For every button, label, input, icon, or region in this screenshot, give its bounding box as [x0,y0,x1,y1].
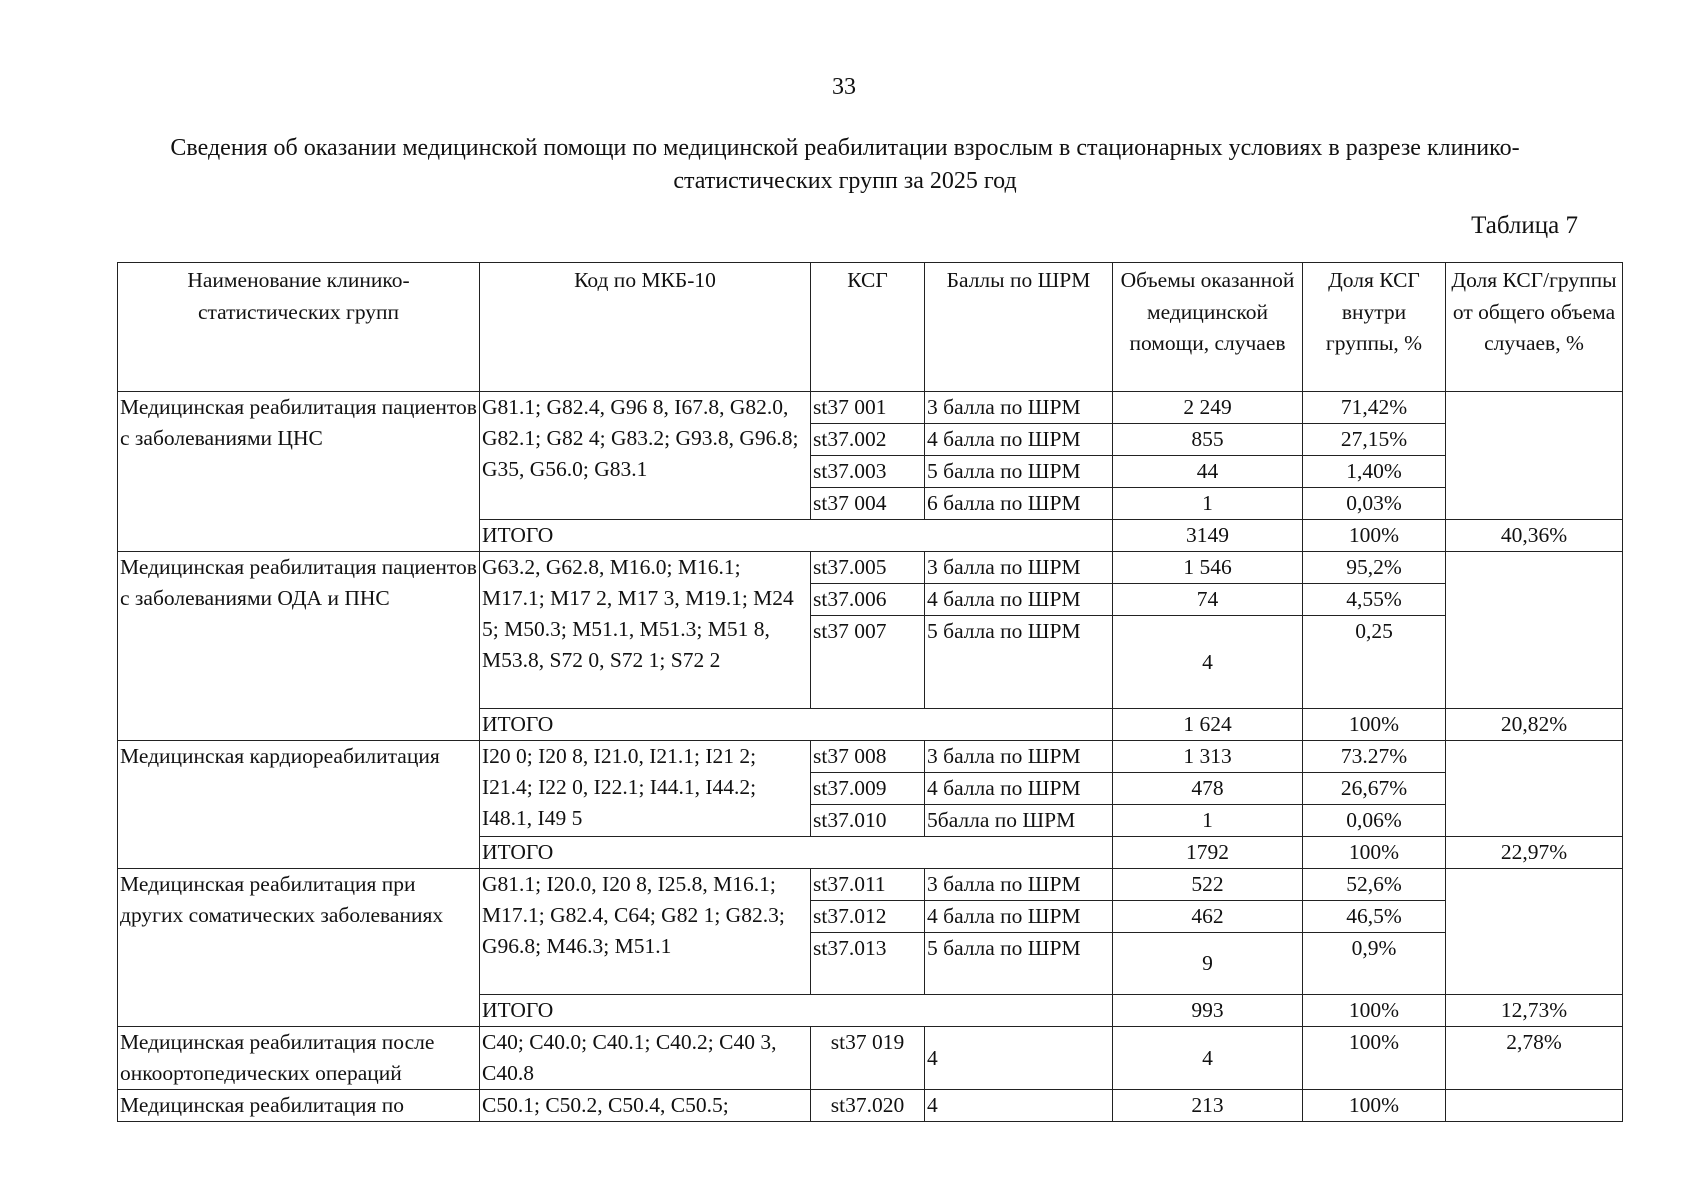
table-row [118,741,1623,773]
total-label: ИТОГО [480,837,1113,869]
table-label: Таблица 7 [1471,212,1578,239]
case-volume: 44 [1113,456,1303,488]
shrm-score: 4 балла по ШРМ [925,901,1113,933]
mkb-codes: G81.1; G82.4, G96 8, I67.8, G82.0, G82.1; G82 4; G83.2; G93.8, G96.8; G35, G56.0; G83.1 [480,392,811,520]
share-in-group: 95,2% [1303,552,1446,584]
total-share: 100% [1303,709,1446,741]
table-row [118,552,1623,584]
shrm-score: 3 балла по ШРМ [925,741,1113,773]
share-in-group: 46,5% [1303,901,1446,933]
group-share-total: 20,82% [1446,709,1623,741]
ksg-code: st37.013 [811,933,925,995]
case-volume: 522 [1113,869,1303,901]
ksg-code: st37.012 [811,901,925,933]
total-volume: 993 [1113,995,1303,1027]
share-in-group: 0,03% [1303,488,1446,520]
share-total-empty [1446,741,1623,837]
ksg-code: st37.009 [811,773,925,805]
group-name: Медицинская кардиореабилитация [118,741,480,869]
share-in-group: 26,67% [1303,773,1446,805]
shrm-score: 5 балла по ШРМ [925,933,1113,995]
ksg-code: st37 007 [811,616,925,709]
ksg-code: st37.002 [811,424,925,456]
case-volume: 478 [1113,773,1303,805]
share-in-group: 73.27% [1303,741,1446,773]
ksg-code: st37.006 [811,584,925,616]
shrm-score: 4 балла по ШРМ [925,773,1113,805]
group-share-total: 12,73% [1446,995,1623,1027]
ksg-code: st37 008 [811,741,925,773]
shrm-score: 4 [925,1027,1113,1090]
header-share-in-group: Доля КСГ внутри группы, % [1303,263,1446,392]
table-row [118,869,1623,901]
share-in-group: 100% [1303,1027,1446,1090]
share-in-group: 0,9% [1303,933,1446,995]
shrm-score: 3 балла по ШРМ [925,392,1113,424]
share-in-group: 100% [1303,1090,1446,1122]
table-row [118,392,1623,424]
share-total-empty [1446,392,1623,520]
share-in-group: 1,40% [1303,456,1446,488]
case-volume: 462 [1113,901,1303,933]
ksg-code: st37.010 [811,805,925,837]
ksg-code: st37.011 [811,869,925,901]
document-title: Сведения об оказании медицинской помощи по медицинской реабилитации взрослым в стационарных условиях в разрезе клинико-статистических групп за 2025 год [170,135,1520,194]
ksg-code: st37.020 [811,1090,925,1122]
table-header-row [118,263,1623,392]
group-share-total: 40,36% [1446,520,1623,552]
case-volume: 213 [1113,1090,1303,1122]
share-in-group: 4,55% [1303,584,1446,616]
ksg-code: st37.003 [811,456,925,488]
group-name: Медицинская реабилитация по [118,1090,480,1122]
case-volume: 1 546 [1113,552,1303,584]
shrm-score: 5 балла по ШРМ [925,616,1113,709]
ksg-table [117,262,1623,1122]
header-volume: Объемы оказанной медицинской помощи, случаев [1113,263,1303,392]
ksg-code: st37 004 [811,488,925,520]
shrm-score: 4 [925,1090,1113,1122]
total-volume: 1 624 [1113,709,1303,741]
page-number: 33 [832,74,856,100]
ksg-code: st37.005 [811,552,925,584]
share-total-empty [1446,552,1623,709]
share-total-empty [1446,869,1623,995]
total-share: 100% [1303,995,1446,1027]
shrm-score: 4 балла по ШРМ [925,424,1113,456]
total-label: ИТОГО [480,520,1113,552]
total-share: 100% [1303,520,1446,552]
case-volume: 2 249 [1113,392,1303,424]
total-label: ИТОГО [480,709,1113,741]
mkb-codes: G81.1; I20.0, I20 8, I25.8, M16.1; M17.1; G82.4, C64; G82 1; G82.3; G96.8; M46.3; M51.1 [480,869,811,995]
group-name: Медицинская реабилитация пациентов с заболеваниями ЦНС [118,392,480,552]
mkb-codes: G63.2, G62.8, M16.0; M16.1; M17.1; M17 2, M17 3, M19.1; M24 5; M50.3; M51.1, M51.3; M51 8, M53.8, S72 0, S72 1; S72 2 [480,552,811,709]
ksg-code: st37 001 [811,392,925,424]
share-in-group: 52,6% [1303,869,1446,901]
header-ksg: КСГ [811,263,925,392]
group-share-total [1446,1090,1623,1122]
case-volume: 4 [1113,616,1303,709]
mkb-codes: C50.1; C50.2, C50.4, C50.5; [480,1090,811,1122]
mkb-codes: C40; C40.0; C40.1; C40.2; C40 3, C40.8 [480,1027,811,1090]
shrm-score: 3 балла по ШРМ [925,869,1113,901]
header-share-total: Доля КСГ/группы от общего объема случаев, % [1446,263,1623,392]
shrm-score: 4 балла по ШРМ [925,584,1113,616]
header-score: Баллы по ШРМ [925,263,1113,392]
header-mkb: Код по МКБ-10 [480,263,811,392]
case-volume: 1 [1113,805,1303,837]
group-share-total: 2,78% [1446,1027,1623,1090]
shrm-score: 5балла по ШРМ [925,805,1113,837]
share-in-group: 0,25 [1303,616,1446,709]
group-name: Медицинская реабилитация после онкоортопедических операций [118,1027,480,1090]
header-group: Наименование клинико-статистических групп [118,263,480,392]
case-volume: 1 313 [1113,741,1303,773]
group-share-total: 22,97% [1446,837,1623,869]
share-in-group: 71,42% [1303,392,1446,424]
share-in-group: 27,15% [1303,424,1446,456]
shrm-score: 6 балла по ШРМ [925,488,1113,520]
group-name: Медицинская реабилитация пациентов с заболеваниями ОДА и ПНС [118,552,480,741]
shrm-score: 5 балла по ШРМ [925,456,1113,488]
shrm-score: 3 балла по ШРМ [925,552,1113,584]
group-name: Медицинская реабилитация при других соматических заболеваниях [118,869,480,1027]
case-volume: 855 [1113,424,1303,456]
total-share: 100% [1303,837,1446,869]
case-volume: 74 [1113,584,1303,616]
mkb-codes: I20 0; I20 8, I21.0, I21.1; I21 2; I21.4; I22 0, I22.1; I44.1, I44.2; I48.1, I49 5 [480,741,811,837]
table-row [118,1090,1623,1122]
case-volume: 1 [1113,488,1303,520]
total-volume: 1792 [1113,837,1303,869]
total-label: ИТОГО [480,995,1113,1027]
case-volume: 9 [1113,933,1303,995]
ksg-code: st37 019 [811,1027,925,1090]
share-in-group: 0,06% [1303,805,1446,837]
table-row [118,1027,1623,1090]
total-volume: 3149 [1113,520,1303,552]
case-volume: 4 [1113,1027,1303,1090]
